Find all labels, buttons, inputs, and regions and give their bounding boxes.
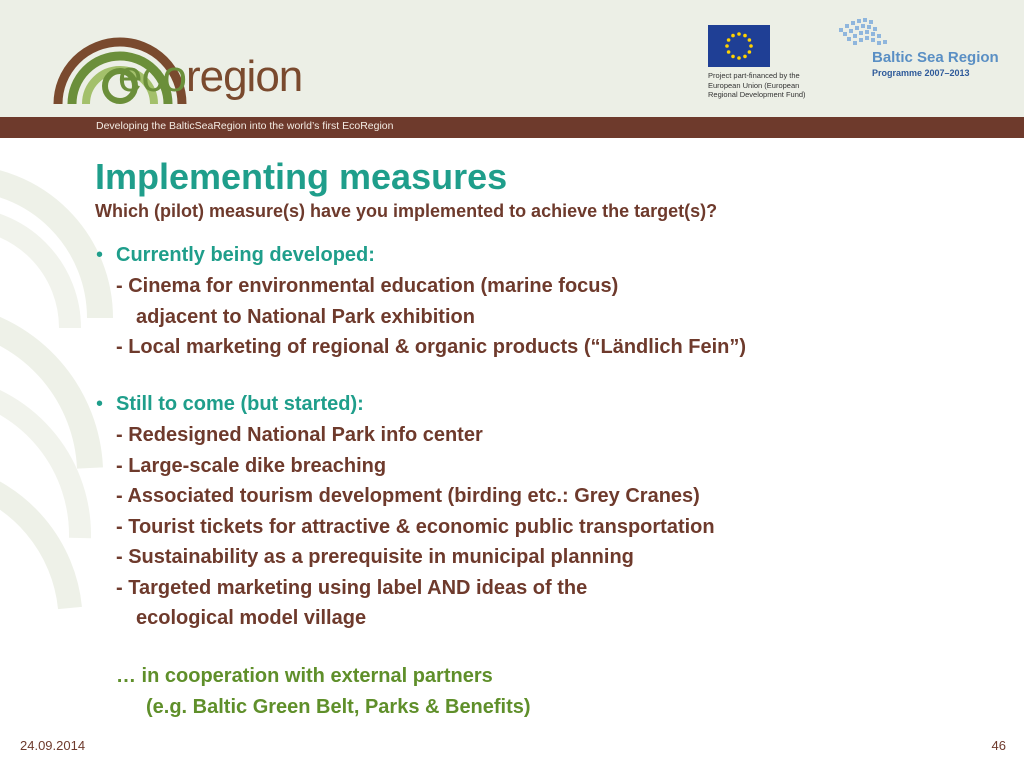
section-still-to-come [95, 390, 715, 634]
eu-flag-icon [708, 25, 770, 67]
list-item: - Redesigned National Park info center [116, 424, 483, 446]
section-currently-developed [95, 241, 746, 363]
eu-caption-line: Project part-financed by the [708, 71, 800, 80]
tagline-bar [0, 117, 1024, 138]
eu-caption-line: Regional Development Fund) [708, 90, 806, 99]
list-item: - Cinema for environmental education (marine focus) [116, 275, 619, 297]
eu-caption [708, 71, 848, 100]
list-item: - Large-scale dike breaching [116, 454, 387, 477]
list-item: - Tourist tickets for attractive & economic public transportation [116, 515, 715, 538]
list-item: ecological model village [136, 607, 367, 629]
eu-caption-line: European Union (European [708, 80, 800, 90]
partners-line: (e.g. Baltic Green Belt, Parks & Benefits) [146, 696, 531, 718]
page-number: 46 [991, 738, 1006, 753]
slide-title: Implementing measures [95, 156, 508, 197]
list-item: - Local marketing of regional & organic products (“Ländlich Fein”) [116, 336, 747, 358]
slide-subtitle: Which (pilot) measure(s) have you implemented to achieve the target(s)? [95, 201, 718, 221]
list-item: - Sustainability as a prerequisite in municipal planning [116, 546, 634, 568]
ecoregion-logo [52, 24, 302, 106]
list-item: - Targeted marketing using label AND ideas of the [116, 576, 588, 599]
list-item: adjacent to National Park exhibition [136, 305, 475, 328]
bullet-icon: • [96, 393, 104, 415]
partners-note [116, 661, 531, 723]
bsr-title: Baltic Sea Region [872, 49, 999, 66]
section-heading: Still to come (but started): [116, 393, 364, 415]
logo-region-text: region [185, 52, 303, 101]
bullet-icon: • [96, 244, 104, 266]
list-item: - Associated tourism development (birding etc.: Grey Cranes) [116, 485, 700, 507]
footer-date: 24.09.2014 [20, 738, 86, 753]
logo-eco-text: eco [118, 52, 186, 101]
tagline-text: Developing the BalticSeaRegion into the world’s first EcoRegion [96, 120, 394, 132]
header-band [0, 0, 1024, 117]
logo-wordmark [118, 52, 302, 102]
bullet-heading-row [95, 390, 715, 420]
bsr-subtitle: Programme 2007–2013 [872, 68, 970, 78]
bullet-heading-row [95, 241, 746, 271]
section-heading: Currently being developed: [116, 244, 375, 266]
partners-line: … in cooperation with external partners [116, 665, 493, 687]
